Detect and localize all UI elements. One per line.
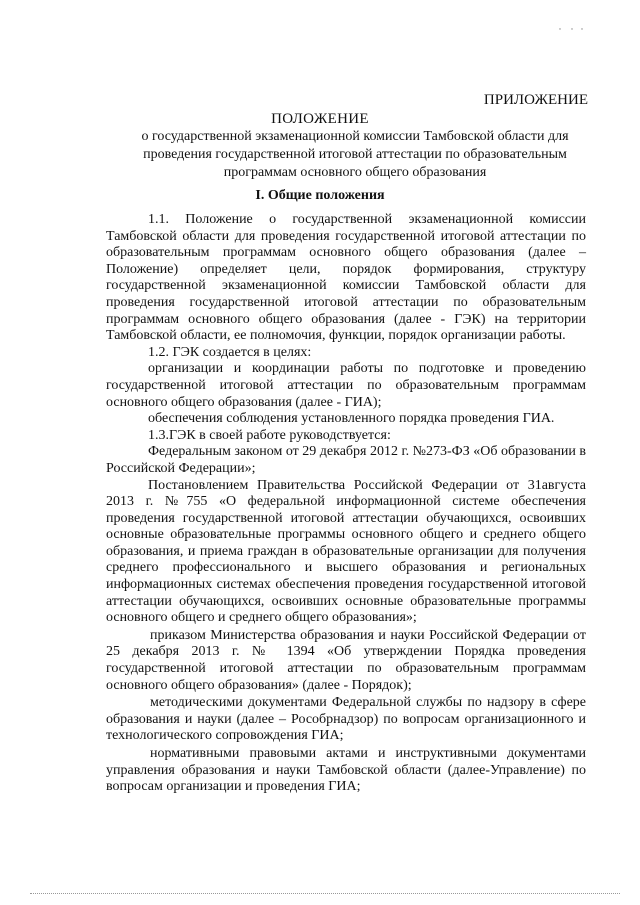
document-subtitle: о государственной экзаменационной комиссии Тамбовской области для проведения государственной итоговой аттестации по образовательным программам основного общего образования bbox=[141, 129, 569, 180]
paragraph-1-3: 1.3.ГЭК в своей работе руководствуется: bbox=[148, 427, 391, 443]
scan-specks bbox=[20, 28, 620, 30]
document-body bbox=[106, 212, 586, 796]
paragraph-1-1: 1.1. Положение о государственной экзаменационной комиссии Тамбовской области для проведения государственной итоговой аттестации по образовательным программам основного общего образования (далее – Положение) определяет цели, порядок формирования, структуру государственной экзаменационной комиссии Тамбовской области для проведения государственной итоговой аттестации по образовательным программам основного общего образования (далее - ГЭК) на территории Тамбовской области, ее полномочия, функции, порядок организации работы. bbox=[106, 212, 586, 344]
section-heading: I. Общие положения bbox=[255, 188, 385, 203]
paragraph-methodical-docs: методическими документами Федеральной службы по надзору в сфере образования и науки (далее – Рособрнадзор) по вопросам организационного и технологического сопровождения ГИА; bbox=[106, 695, 586, 744]
paragraph-goal-1: организации и координации работы по подготовке и проведению государственной итоговой аттестации по образовательным программам основного общего образования (далее - ГИА); bbox=[106, 361, 586, 410]
appendix-label: ПРИЛОЖЕНИЕ bbox=[483, 92, 588, 108]
scan-bottom-edge bbox=[30, 893, 620, 895]
document-title: ПОЛОЖЕНИЕ bbox=[271, 111, 369, 127]
paragraph-goal-2: обеспечения соблюдения установленного порядка проведения ГИА. bbox=[148, 411, 555, 427]
paragraph-1-2: 1.2. ГЭК создается в целях: bbox=[148, 344, 312, 360]
paragraph-federal-law: Федеральным законом от 29 декабря 2012 г. №273-ФЗ «Об образовании в Российской Федерации»; bbox=[106, 444, 586, 476]
paragraph-government-decree: Постановлением Правительства Российской Федерации от 31августа 2013 г. №755 «О федеральной информационной системе обеспечения проведения государственной итоговой аттестации обучающихся, освоивших основные образовательные программы основного общего и среднего общего образования, и приема граждан в образовательные организации для получения среднего профессионального и высшего образования и региональных информационных системах обеспечения проведения государственной итоговой аттестации обучающихся, освоивших основные образовательные программы основного общего и среднего общего образования»; bbox=[106, 477, 586, 626]
paragraph-ministry-order: приказом Министерства образования и науки Российской Федерации от 25 декабря 2013 г. № 1394 «Об утверждении Порядка проведения государственной итоговой аттестации по образовательным программам основного общего образования» (далее - Порядок); bbox=[106, 627, 586, 693]
paragraph-regulations: нормативными правовыми актами и инструктивными документами управления образования и науки Тамбовской области (далее-Управление) по вопросам организации и проведения ГИА; bbox=[106, 746, 586, 795]
